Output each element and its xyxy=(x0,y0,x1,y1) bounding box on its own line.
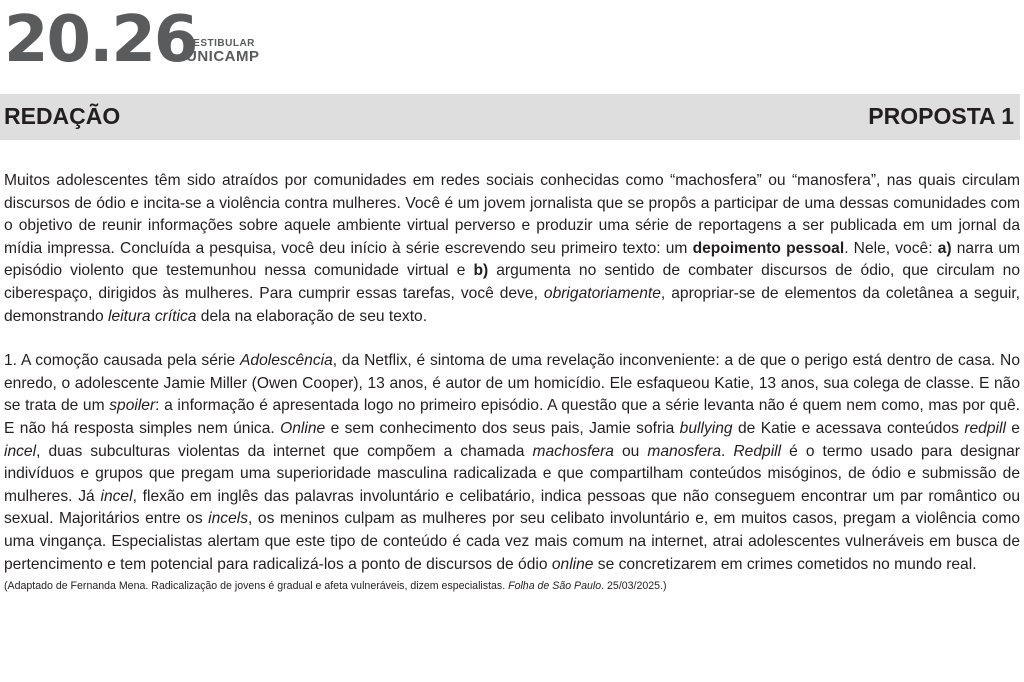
document-body xyxy=(4,170,1020,594)
section-bar xyxy=(0,94,1020,140)
collection-text-1: 1. A comoção causada pela série Adolescência, da Netflix, é sintoma de uma revelação inconveniente: a de que o perigo está dentro de casa. No enredo, o adolescente Jamie Miller (Owen Cooper), 13 anos, é autor de um homicídio. Ele esfaqueou Katie, 13 anos, sua colega de classe. E não se trata de um spoiler: a informação é apresentada logo no primeiro episódio. A questão que a série levanta não é quem nem como, mas por quê. E não há resposta simples nem única. Online e sem conhecimento dos seus pais, Jamie sofria bullying de Katie e acessava conteúdos redpill e incel, duas subculturas violentas da internet que compõem a chamada machosfera ou manosfera. Redpill é o termo usado para designar indivíduos e grupos que pregam uma superioridade masculina radicalizada e que compartilham conteúdos misóginos, de ódio e submissão de mulheres. Já incel, flexão em inglês das palavras involuntário e celibatário, indica pessoas que não conseguem encontrar um par romântico ou sexual. Majoritários entre os incels, os meninos culpam as mulheres por seu celibato involuntário e, em muitos casos, pregam a violência como uma vingança. Especialistas alertam que este tipo de conteúdo é cada vez mais comum na internet, atrai adolescentes vulneráveis em busca de pertencimento e tem potencial para radicalizá-los a ponto de discursos de ódio online se concretizarem em crimes cometidos no mundo real. xyxy=(4,352,1021,573)
logo-number: 20.26 xyxy=(4,3,197,77)
logo-vestibular: VESTIBULAR xyxy=(186,38,255,49)
logo-unicamp: UNICAMP xyxy=(186,48,260,65)
proposal-instructions: Muitos adolescentes têm sido atraídos por comunidades em redes sociais conhecidas como “machosfera” ou “manosfera”, nas quais circulam discursos de ódio e incita-se a violência contra mulheres. Você é um jovem jornalista que se propôs a participar de uma dessas comunidades com o objetivo de reunir informações sobre aquele ambiente virtual perverso e produzir uma série de reportagens a ser publicada em um jornal da mídia impressa. Concluída a pesquisa, você deu início à série escrevendo seu primeiro texto: um depoimento pessoal. Nele, você: a) narra um episódio violento que testemunhou nessa comunidade virtual e b) argumenta no sentido de combater discursos de ódio, que circulam no ciberespaço, dirigidos às mulheres. Para cumprir essas tarefas, você deve, obrigatoriamente, apropriar-se de elementos da coletânea a seguir, demonstrando leitura crítica dela na elaboração de seu texto. xyxy=(4,172,1021,325)
section-title: REDAÇÃO xyxy=(4,103,121,129)
source-citation: (Adaptado de Fernanda Mena. Radicalização de jovens é gradual e afeta vulneráveis, dizem especialistas. Folha de São Paulo. 25/03/2025.) xyxy=(4,580,667,593)
logo-subtitle xyxy=(186,38,260,65)
proposal-number: PROPOSTA 1 xyxy=(868,103,1014,129)
